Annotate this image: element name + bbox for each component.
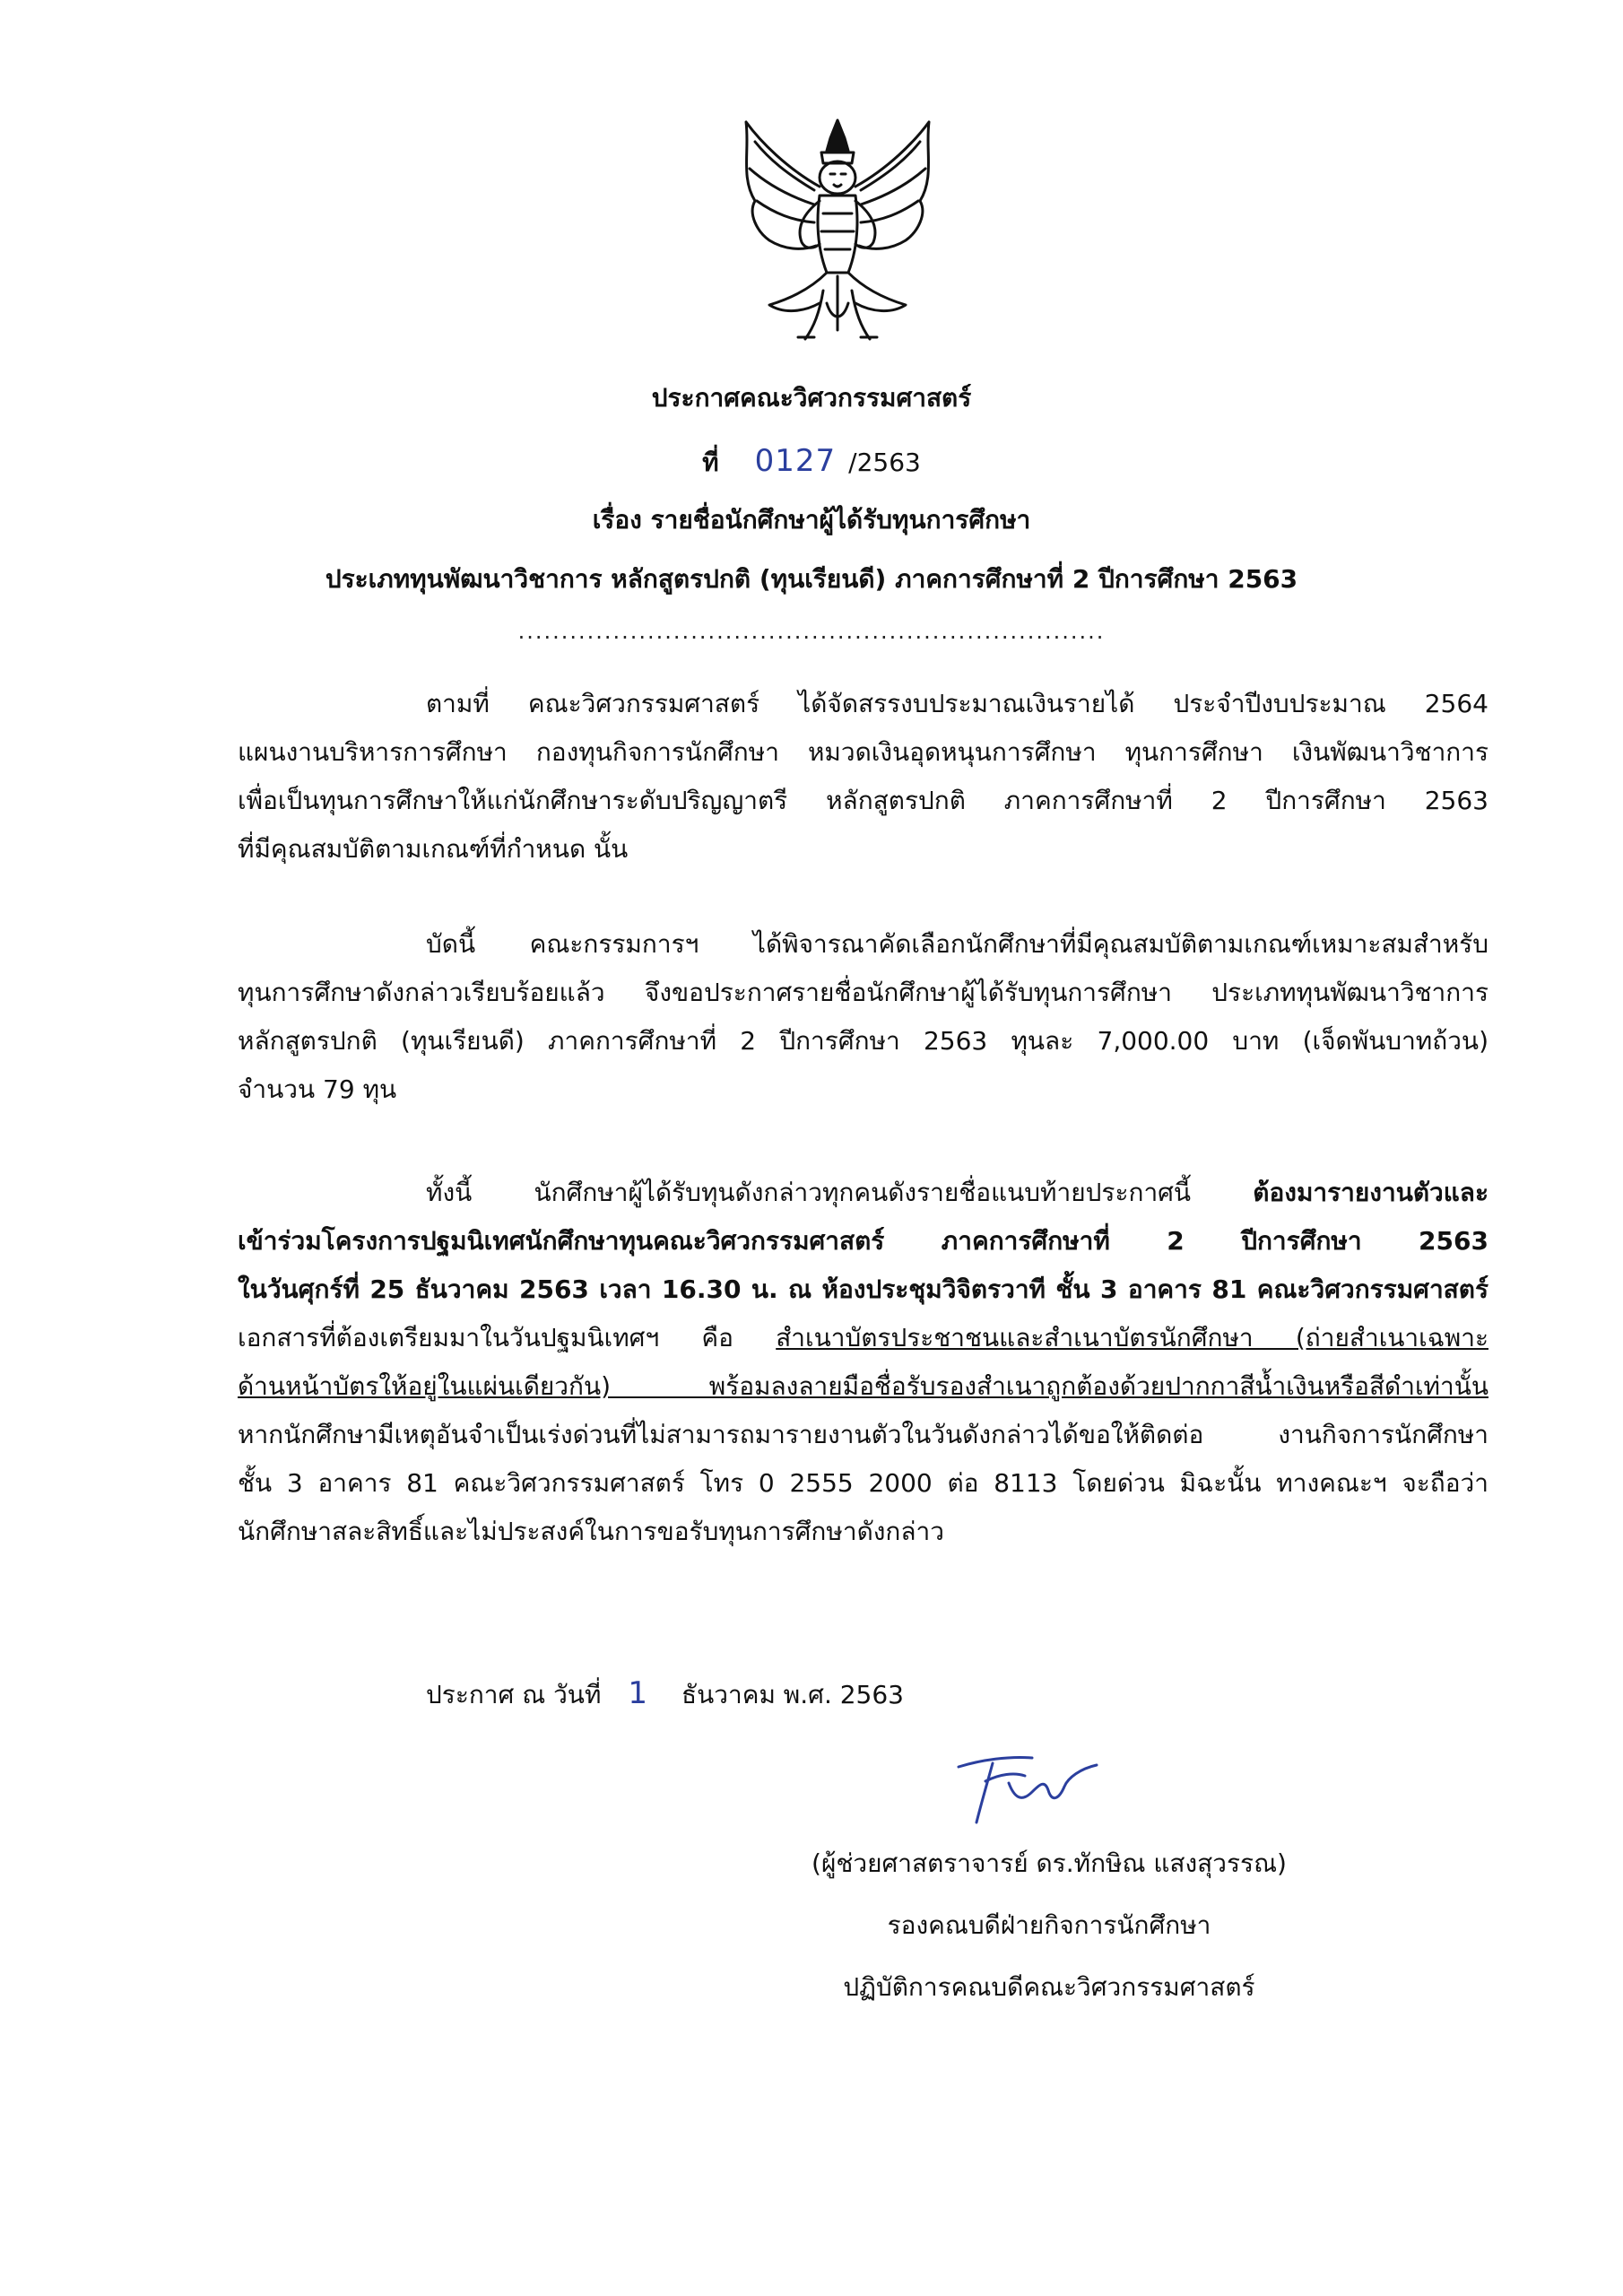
paragraph-line: ทุนการศึกษาดังกล่าวเรียบร้อยแล้ว จึงขอประกาศรายชื่อนักศึกษาผู้ได้รับทุนการศึกษา ประเภททุนพัฒนาวิชาการ <box>238 978 1488 1007</box>
paragraph-2 <box>238 920 1488 1114</box>
paragraph-bold-text: ต้องมารายงานตัวและ <box>1253 1178 1488 1207</box>
paragraph-bold-line: ในวันศุกร์ที่ 25 ธันวาคม 2563 เวลา 16.30 น. ณ ห้องประชุมวิจิตรวาที ชั้น 3 อาคาร 81 คณะวิศวกรรมศาสตร์ <box>238 1274 1488 1304</box>
dotted-divider: .................................................................... <box>517 619 1106 644</box>
paragraph-line <box>238 1169 1488 1217</box>
paragraph-line: หลักสูตรปกติ (ทุนเรียนดี) ภาคการศึกษาที่ 2 ปีการศึกษา 2563 ทุนละ 7,000.00 บาท (เจ็ดพันบาทถ้วน) <box>238 1026 1488 1056</box>
signer-acting-position: ปฏิบัติการคณบดีคณะวิศวกรรมศาสตร์ <box>843 1972 1255 2002</box>
document-number <box>0 443 1623 481</box>
paragraph-3 <box>238 1169 1488 1556</box>
document-subject: เรื่อง รายชื่อนักศึกษาผู้ได้รับทุนการศึกษา <box>592 505 1031 535</box>
signature-icon <box>946 1747 1107 1828</box>
handwritten-number: 0127 <box>754 443 837 479</box>
paragraph-line: จำนวน 79 ทุน <box>238 1074 397 1104</box>
paragraph-line: ที่มีคุณสมบัติตามเกณฑ์ที่กำหนด นั้น <box>238 834 629 864</box>
paragraph-line <box>238 1314 1488 1362</box>
paragraph-text: เอกสารที่ต้องเตรียมมาในวันปฐมนิเทศฯ คือ <box>238 1323 777 1352</box>
underlined-text: สำเนาบัตรประชาชนและสำเนาบัตรนักศึกษา (ถ่ายสำเนาเฉพาะ <box>776 1323 1488 1352</box>
announcement-date <box>426 1675 904 1715</box>
number-suffix: /2563 <box>848 448 921 477</box>
paragraph-line: ตามที่ คณะวิศวกรรมศาสตร์ ได้จัดสรรงบประมาณเงินรายได้ ประจำปีงบประมาณ 2564 <box>426 689 1488 718</box>
paragraph-bold-line: เข้าร่วมโครงการปฐมนิเทศนักศึกษาทุนคณะวิศวกรรมศาสตร์ ภาคการศึกษาที่ 2 ปีการศึกษา 2563 <box>238 1226 1488 1256</box>
garuda-emblem-icon <box>733 115 942 350</box>
paragraph-line: หากนักศึกษามีเหตุอันจำเป็นเร่งด่วนที่ไม่สามารถมารายงานตัวในวันดังกล่าวได้ขอให้ติดต่อ งานกิจการนักศึกษา <box>238 1420 1488 1449</box>
paragraph-1 <box>238 680 1488 874</box>
document-title: ประกาศคณะวิศวกรรมศาสตร์ <box>651 383 972 413</box>
signer-name: (ผู้ช่วยศาสตราจารย์ ดร.ทักษิณ แสงสุวรรณ) <box>812 1848 1287 1878</box>
number-prefix: ที่ <box>702 448 719 477</box>
document-subject-line2: ประเภททุนพัฒนาวิชาการ หลักสูตรปกติ (ทุนเรียนดี) ภาคการศึกษาที่ 2 ปีการศึกษา 2563 <box>325 564 1298 594</box>
paragraph-text: ทั้งนี้ นักศึกษาผู้ได้รับทุนดังกล่าวทุกคนดังรายชื่อแนบท้ายประกาศนี้ <box>426 1178 1254 1207</box>
paragraph-line: นักศึกษาสละสิทธิ์และไม่ประสงค์ในการขอรับทุนการศึกษาดังกล่าว <box>238 1517 944 1546</box>
paragraph-line: ชั้น 3 อาคาร 81 คณะวิศวกรรมศาสตร์ โทร 0 2555 2000 ต่อ 8113 โดยด่วน มิฉะนั้น ทางคณะฯ จะถือว่า <box>238 1468 1488 1498</box>
paragraph-line: บัดนี้ คณะกรรมการฯ ได้พิจารณาคัดเลือกนักศึกษาที่มีคุณสมบัติตามเกณฑ์เหมาะสมสำหรับ <box>426 929 1488 959</box>
signer-position: รองคณบดีฝ่ายกิจการนักศึกษา <box>887 1910 1211 1940</box>
underlined-line: ด้านหน้าบัตรให้อยู่ในแผ่นเดียวกัน) พร้อมลงลายมือชื่อรับรองสำเนาถูกต้องด้วยปากกาสีน้ำเงินหรือสีดำเท่านั้น <box>238 1371 1488 1401</box>
paragraph-line: แผนงานบริหารการศึกษา กองทุนกิจการนักศึกษา หมวดเงินอุดหนุนการศึกษา ทุนการศึกษา เงินพัฒนาวิชาการ <box>238 737 1488 767</box>
handwritten-day: 1 <box>628 1675 648 1711</box>
date-month-year: ธันวาคม พ.ศ. 2563 <box>681 1680 904 1709</box>
paragraph-line: เพื่อเป็นทุนการศึกษาให้แก่นักศึกษาระดับปริญญาตรี หลักสูตรปกติ ภาคการศึกษาที่ 2 ปีการศึกษา 2563 <box>238 786 1488 815</box>
date-prefix: ประกาศ ณ วันที่ <box>426 1680 602 1709</box>
